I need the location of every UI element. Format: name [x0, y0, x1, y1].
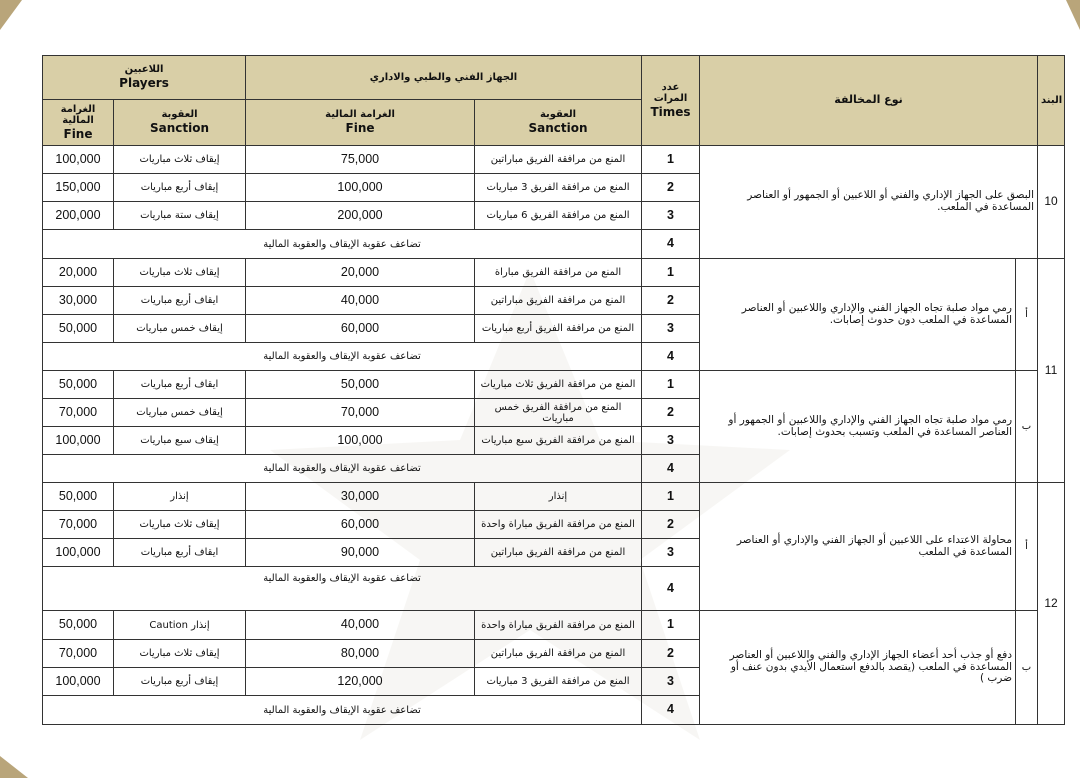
staff-sanction-cell: المنع من مرافقة الفريق مباراتين: [475, 146, 642, 174]
times-cell: 2: [642, 174, 700, 202]
times-header: [642, 56, 700, 146]
player-sanction-cell: إيقاف أربع مباريات: [114, 174, 246, 202]
penalties-table: [42, 55, 1065, 725]
violation-description: رمي مواد صلبة تجاه الجهاز الفني والإداري واللاعبين أو الجمهور أو العناصر المساعدة في الملعب وتسبب بحدوث إصابات.: [700, 371, 1016, 483]
corner-decoration-bottom-left: [0, 756, 28, 778]
table-row: [43, 371, 1065, 399]
staff-fine-cell: 70,000: [246, 399, 475, 427]
corner-decoration-top-left: [0, 0, 22, 30]
times-cell: 1: [642, 371, 700, 399]
violation-description: دفع أو جذب أحد أعضاء الجهاز الإداري والفني واللاعبين أو العناصر المساعدة في الملعب (يقصد بالدفع استعمال الأيدي بدون عنف أو ضرب ): [700, 611, 1016, 725]
player-sanction-cell: إيقاف سبع مباريات: [114, 427, 246, 455]
double-penalty-note: تضاعف عقوبة الإيقاف والعقوبة المالية: [43, 696, 642, 725]
times-cell: 3: [642, 668, 700, 696]
staff-header-ar: الجهاز الفني والطبي والاداري: [369, 72, 518, 83]
violation-type-header: نوع المخالفة: [700, 56, 1038, 146]
staff-fine-cell: 60,000: [246, 511, 475, 539]
table-row: [43, 146, 1065, 174]
player-sanction-cell: إيقاف خمس مباريات: [114, 315, 246, 343]
player-sanction-header-en: Sanction: [149, 121, 210, 136]
player-fine-cell: 50,000: [43, 611, 114, 640]
double-penalty-note: تضاعف عقوبة الإيقاف والعقوبة المالية: [43, 343, 642, 371]
staff-sanction-header-en: Sanction: [528, 121, 588, 136]
player-fine-cell: 200,000: [43, 202, 114, 230]
sub-article-label: ب: [1016, 611, 1038, 725]
players-header: [43, 56, 246, 100]
player-sanction-cell: إيقاف ستة مباريات: [114, 202, 246, 230]
player-sanction-cell: إيقاف ثلاث مباريات: [114, 640, 246, 668]
staff-fine-header: [246, 100, 475, 146]
times-cell: 1: [642, 146, 700, 174]
times-cell: 3: [642, 315, 700, 343]
violation-description: محاولة الاعتداء على اللاعبين أو الجهاز الفني والإداري أو العناصر المساعدة في الملعب: [700, 483, 1016, 611]
staff-sanction-cell: المنع من مرافقة الفريق مباراتين: [475, 539, 642, 567]
player-fine-cell: 100,000: [43, 146, 114, 174]
staff-sanction-cell: المنع من مرافقة الفريق سبع مباريات: [475, 427, 642, 455]
double-penalty-note: تضاعف عقوبة الإيقاف والعقوبة المالية: [43, 230, 642, 259]
corner-decoration-top-right: [1066, 0, 1080, 30]
staff-sanction-cell: المنع من مرافقة الفريق ثلاث مباريات: [475, 371, 642, 399]
player-fine-cell: 50,000: [43, 483, 114, 511]
player-fine-header-ar: الغرامة المالية: [60, 103, 96, 126]
sub-article-label: ب: [1016, 371, 1038, 483]
times-cell: 4: [642, 455, 700, 483]
staff-sanction-header: [475, 100, 642, 146]
violation-description: رمي مواد صلبة تجاه الجهاز الفني والإداري واللاعبين أو العناصر المساعدة في الملعب دون حدوث إصابات.: [700, 259, 1016, 371]
article-header: البند: [1038, 56, 1065, 146]
staff-fine-cell: 50,000: [246, 371, 475, 399]
table-row: [43, 611, 1065, 640]
times-cell: 3: [642, 202, 700, 230]
player-sanction-cell: إيقاف ثلاث مباريات: [114, 511, 246, 539]
sub-article-label: أ: [1016, 259, 1038, 371]
times-cell: 1: [642, 483, 700, 511]
times-cell: 4: [642, 696, 700, 725]
player-fine-cell: 50,000: [43, 315, 114, 343]
sub-article-label: أ: [1016, 483, 1038, 611]
player-fine-cell: 70,000: [43, 399, 114, 427]
staff-sanction-header-ar: العقوبة: [539, 109, 577, 121]
table-row: [43, 483, 1065, 511]
staff-sanction-cell: المنع من مرافقة الفريق أربع مباريات: [475, 315, 642, 343]
table-row: [43, 259, 1065, 287]
staff-fine-cell: 100,000: [246, 427, 475, 455]
staff-fine-header-en: Fine: [345, 121, 375, 136]
player-sanction-cell: إيقاف خمس مباريات: [114, 399, 246, 427]
player-fine-cell: 50,000: [43, 371, 114, 399]
times-cell: 2: [642, 399, 700, 427]
times-cell: 2: [642, 287, 700, 315]
staff-sanction-cell: المنع من مرافقة الفريق 6 مباريات: [475, 202, 642, 230]
staff-fine-cell: 75,000: [246, 146, 475, 174]
staff-sanction-cell: المنع من مرافقة الفريق خمس مباريات: [475, 399, 642, 427]
double-penalty-note: تضاعف عقوبة الإيقاف والعقوبة المالية: [43, 567, 642, 611]
player-fine-cell: 70,000: [43, 511, 114, 539]
times-cell: 1: [642, 259, 700, 287]
staff-fine-cell: 40,000: [246, 287, 475, 315]
player-fine-cell: 100,000: [43, 539, 114, 567]
player-fine-header-en: Fine: [63, 126, 93, 141]
players-header-en: Players: [119, 76, 169, 91]
times-cell: 4: [642, 567, 700, 611]
staff-fine-cell: 80,000: [246, 640, 475, 668]
staff-sanction-cell: المنع من مرافقة الفريق مباراة: [475, 259, 642, 287]
violation-description: البصق على الجهاز الإداري والفني أو اللاعبين أو الجمهور أو العناصر المساعدة في الملعب.: [700, 146, 1038, 259]
staff-sanction-cell: المنع من مرافقة الفريق 3 مباريات: [475, 174, 642, 202]
staff-fine-header-ar: الغرامة المالية: [325, 109, 395, 121]
staff-fine-cell: 40,000: [246, 611, 475, 640]
staff-fine-cell: 100,000: [246, 174, 475, 202]
staff-fine-cell: 20,000: [246, 259, 475, 287]
staff-sanction-cell: المنع من مرافقة الفريق مباراتين: [475, 287, 642, 315]
staff-sanction-cell: المنع من مرافقة الفريق مباراتين: [475, 640, 642, 668]
player-fine-cell: 150,000: [43, 174, 114, 202]
article-number: 10: [1038, 146, 1065, 259]
staff-sanction-cell: المنع من مرافقة الفريق 3 مباريات: [475, 668, 642, 696]
article-number: 11: [1038, 259, 1065, 483]
staff-fine-cell: 60,000: [246, 315, 475, 343]
player-fine-cell: 100,000: [43, 668, 114, 696]
players-header-ar: اللاعبين: [124, 64, 164, 76]
player-fine-header: [43, 100, 114, 146]
times-cell: 3: [642, 539, 700, 567]
times-cell: 2: [642, 511, 700, 539]
player-fine-cell: 30,000: [43, 287, 114, 315]
double-penalty-note: تضاعف عقوبة الإيقاف والعقوبة المالية: [43, 455, 642, 483]
staff-fine-cell: 30,000: [246, 483, 475, 511]
times-cell: 1: [642, 611, 700, 640]
times-cell: 2: [642, 640, 700, 668]
player-sanction-header: [114, 100, 246, 146]
times-cell: 4: [642, 230, 700, 259]
player-sanction-cell: إيقاف ثلاث مباريات: [114, 259, 246, 287]
staff-fine-cell: 200,000: [246, 202, 475, 230]
player-sanction-cell: إنذار: [114, 483, 246, 511]
times-cell: 3: [642, 427, 700, 455]
staff-sanction-cell: المنع من مرافقة الفريق مباراة واحدة: [475, 611, 642, 640]
staff-sanction-cell: المنع من مرافقة الفريق مباراة واحدة: [475, 511, 642, 539]
player-fine-cell: 20,000: [43, 259, 114, 287]
staff-header: [246, 56, 642, 100]
player-sanction-cell: إيقاف أربع مباريات: [114, 668, 246, 696]
times-cell: 4: [642, 343, 700, 371]
staff-fine-cell: 90,000: [246, 539, 475, 567]
player-sanction-cell: ايقاف أربع مباريات: [114, 371, 246, 399]
player-sanction-cell: إنذار Caution: [114, 611, 246, 640]
player-fine-cell: 100,000: [43, 427, 114, 455]
times-header-en: Times: [650, 104, 691, 119]
player-sanction-header-ar: العقوبة: [161, 109, 198, 121]
staff-fine-cell: 120,000: [246, 668, 475, 696]
player-sanction-cell: ايقاف أربع مباريات: [114, 539, 246, 567]
staff-sanction-cell: إنذار: [475, 483, 642, 511]
player-sanction-cell: إيقاف ثلاث مباريات: [114, 146, 246, 174]
player-sanction-cell: ايقاف أربع مباريات: [114, 287, 246, 315]
article-number: 12: [1038, 483, 1065, 725]
times-header-ar: عدد المرات: [653, 81, 688, 104]
player-fine-cell: 70,000: [43, 640, 114, 668]
